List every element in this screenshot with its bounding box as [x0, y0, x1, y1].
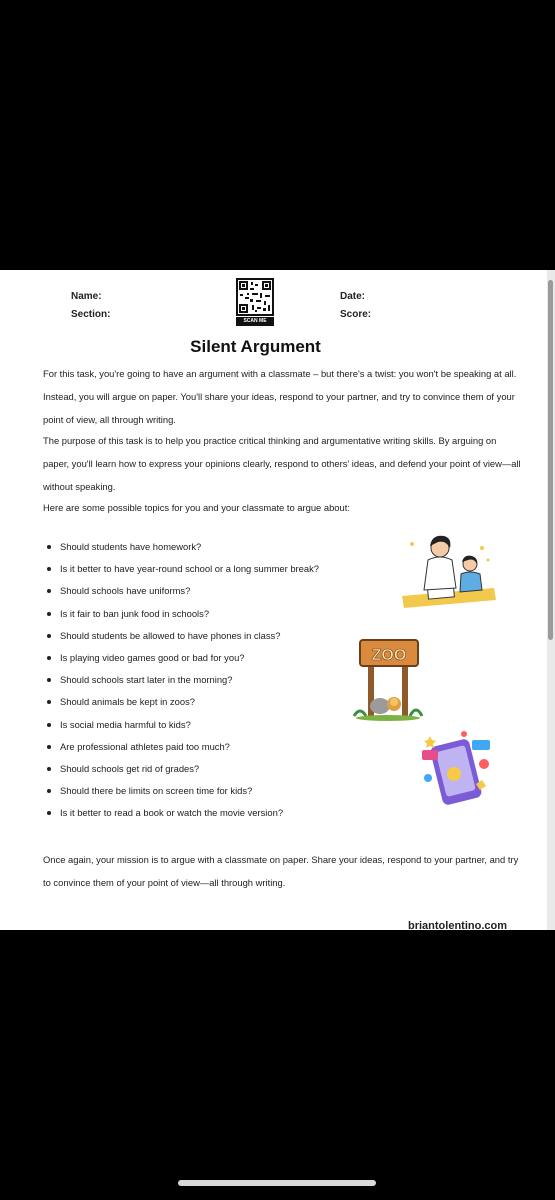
page-scrollbar[interactable]: [547, 270, 555, 930]
topic-item: Should schools have uniforms?: [46, 580, 376, 602]
homework-illustration-icon: [398, 530, 498, 610]
social-media-illustration-icon: [416, 728, 500, 808]
score-label: Score:: [340, 309, 372, 320]
topic-item: Is social media harmful to kids?: [46, 714, 376, 736]
topic-item: Should schools get rid of grades?: [46, 758, 376, 780]
page-title: Silent Argument: [190, 337, 321, 356]
topic-item: Should schools start later in the morning?: [46, 669, 376, 691]
name-label: Name:: [71, 291, 102, 302]
topic-item: Is it fair to ban junk food in schools?: [46, 603, 376, 625]
worksheet-page: [0, 270, 547, 930]
footer-website[interactable]: briantolentino.com: [408, 920, 507, 930]
purpose-paragraph: The purpose of this task is to help you practice critical thinking and argumentative writing skills. By arguing on paper, you'll learn how to express your opinions clearly, respond to others' ideas, and defend your point of view—all without speaking.: [43, 435, 521, 492]
topic-item: Is it better to read a book or watch the movie version?: [46, 802, 376, 824]
zoo-illustration-icon: [352, 636, 424, 722]
topic-item: Should students have homework?: [46, 536, 376, 558]
topic-item: Is playing video games good or bad for you?: [46, 647, 376, 669]
topic-list: [46, 536, 376, 824]
topic-item: Is it better to have year-round school or a long summer break?: [46, 558, 376, 580]
topics-intro: Here are some possible topics for you and your classmate to argue about:: [43, 502, 350, 513]
scan-me-label: SCAN ME: [236, 317, 274, 326]
topic-item: Should there be limits on screen time for kids?: [46, 780, 376, 802]
home-indicator[interactable]: [178, 1180, 376, 1186]
topic-item: Are professional athletes paid too much?: [46, 736, 376, 758]
intro-paragraph: For this task, you're going to have an argument with a classmate – but there's a twist: you won't be speaking at all. Instead, you will argue on paper. You'll share your ideas, respond to your partner, and try to convince them of your point of view, all through writing.: [43, 368, 517, 425]
qr-code-icon: [236, 278, 274, 316]
scrollbar-thumb[interactable]: [548, 280, 553, 640]
zoo-sign-text: ZOO: [371, 647, 407, 664]
date-label: Date:: [340, 291, 366, 302]
topic-item: Should students be allowed to have phones in class?: [46, 625, 376, 647]
topic-item: Should animals be kept in zoos?: [46, 691, 376, 713]
section-label: Section:: [71, 309, 111, 320]
closing-paragraph: Once again, your mission is to argue with a classmate on paper. Share your ideas, respond to your partner, and try to convince them of your point of view—all through writing.: [43, 854, 519, 888]
